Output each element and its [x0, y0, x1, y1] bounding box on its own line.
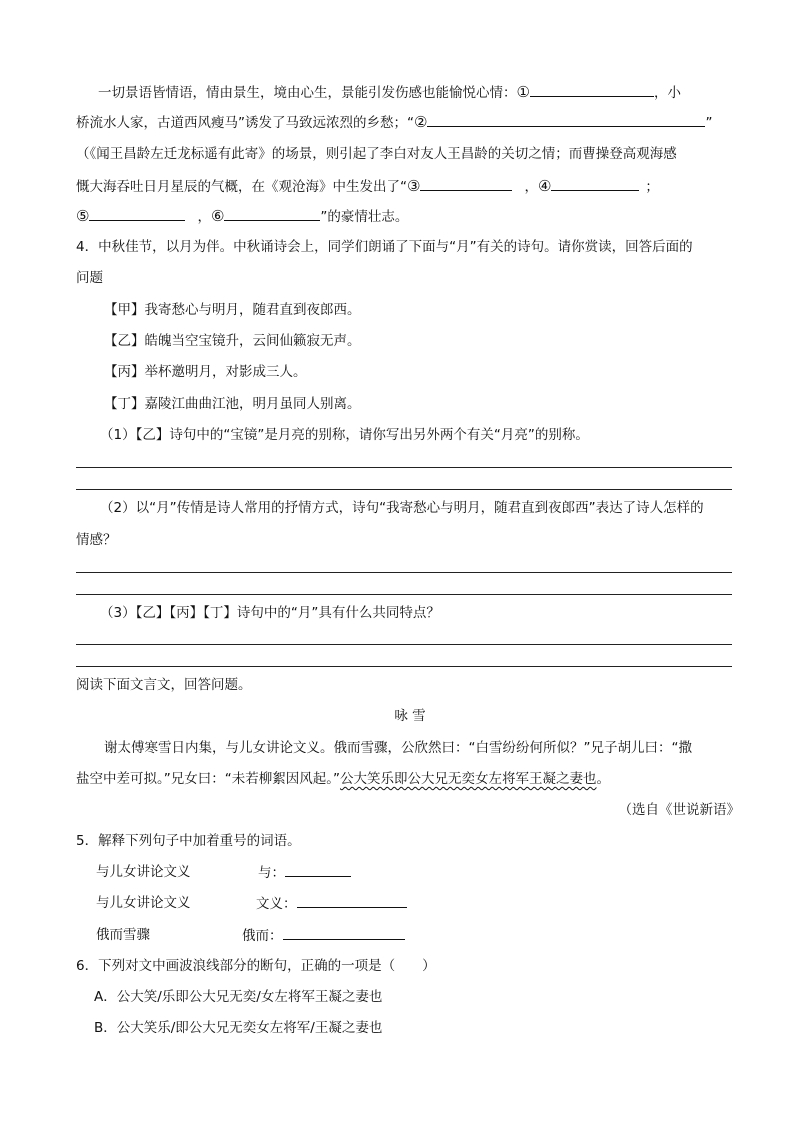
- q3-line-1: 一切景语皆情语，情由景生，境由心生，景能引发伤感也能愉悦心情：① ，小: [98, 83, 681, 101]
- answer-line[interactable]: [76, 572, 732, 573]
- q4-stem-line-1: 4．中秋佳节，以月为伴。中秋诵诗会上，同学们朗诵了下面与“月”有关的诗句。请你赏读，回答后面的: [76, 239, 693, 255]
- q4-sub-3: （3）【乙】【丙】【丁】诗句中的“月”具有什么共同特点？: [100, 605, 440, 621]
- blank-label-1: ①: [516, 83, 530, 101]
- blank-label-5: ⑤: [76, 207, 90, 225]
- blank-label-3: ③: [407, 177, 421, 195]
- q5-answer-2: 文义：: [256, 893, 407, 914]
- q3-line-2: 桥流水人家，古道西风瘦马”诱发了马致远浓烈的乡愁；“② ”: [76, 113, 713, 131]
- q6-option-b[interactable]: B．公大笑乐/即公大兄无奕女左将军/王凝之妻也: [94, 1020, 383, 1036]
- answer-blank-1[interactable]: [530, 82, 654, 97]
- answer-line[interactable]: [76, 489, 732, 490]
- q3-line-3: （《闻王昌龄左迁龙标遥有此寄》的场景，则引起了李白对友人王昌龄的关切之情；而曹操登高观海感: [76, 146, 677, 162]
- answer-blank-5[interactable]: [89, 206, 185, 221]
- q5-sentence-1: 与儿女讲论文义: [96, 864, 191, 880]
- answer-line[interactable]: [76, 644, 732, 645]
- poem-bing: 【丙】举杯邀明月，对影成三人。: [104, 364, 307, 380]
- q4-stem-line-2: 问题: [76, 270, 103, 286]
- blank-label-2: ②: [414, 113, 428, 131]
- blank-label-6: ⑥: [210, 207, 225, 225]
- q3-line-5: ⑤ ，⑥ ”的豪情壮志。: [76, 207, 409, 225]
- answer-line[interactable]: [76, 467, 732, 468]
- passage-source: （选自《世说新语》: [618, 802, 740, 818]
- q3-line-4: 慨大海吞吐日月星辰的气概，在《观沧海》中生发出了“③ ，④ ；: [76, 177, 659, 195]
- blank-label-4: ④: [537, 177, 552, 195]
- q5-sentence-2: 与儿女讲论文义: [96, 895, 191, 911]
- q5-sentence-3: 俄而雪骤: [96, 927, 150, 943]
- answer-line[interactable]: [76, 666, 732, 667]
- answer-blank-6[interactable]: [224, 206, 320, 221]
- poem-ding: 【丁】嘉陵江曲曲江池，明月虽同人别离。: [104, 396, 361, 412]
- q5-blank-3[interactable]: [283, 925, 405, 940]
- answer-blank-3[interactable]: [420, 176, 512, 191]
- q4-sub-2-line-1: （2）以“月”传情是诗人常用的抒情方式，诗句“我寄愁心与明月，随君直到夜郎西”表达了诗人怎样的: [100, 500, 704, 516]
- passage-title: 咏 雪: [394, 708, 426, 724]
- q5-stem: 5．解释下列句子中加着重号的词语。: [76, 833, 301, 849]
- reading-intro: 阅读下面文言文，回答问题。: [76, 677, 252, 693]
- wavy-underlined-sentence: 公大笑乐即公大兄无奕女左将军王凝之妻也: [339, 771, 597, 787]
- q4-sub-1: （1）【乙】诗句中的“宝镜”是月亮的别称，请你写出另外两个有关“月亮”的别称。: [100, 427, 589, 443]
- q4-sub-2-line-2: 情感？: [76, 532, 117, 548]
- q5-answer-1: 与：: [258, 862, 351, 883]
- poem-yi: 【乙】皓魄当空宝镜升，云间仙籁寂无声。: [104, 333, 361, 349]
- q5-blank-2[interactable]: [297, 893, 407, 908]
- q6-option-a[interactable]: A．公大笑/乐即公大兄无奕/女左将军王凝之妻也: [94, 989, 383, 1005]
- passage-line-1: 谢太傅寒雪日内集，与儿女讲论文义。俄而雪骤，公欣然曰：“白雪纷纷何所似？”兄子胡儿曰：“撒: [104, 740, 692, 756]
- q5-answer-3: 俄而：: [242, 925, 405, 946]
- q6-stem: 6．下列对文中画波浪线部分的断句，正确的一项是（ ）: [76, 958, 436, 974]
- passage-line-2: 盐空中差可拟。”兄女曰：“未若柳絮因风起。”公大笑乐即公大兄无奕女左将军王凝之妻也。: [76, 771, 610, 787]
- poem-jia: 【甲】我寄愁心与明月，随君直到夜郎西。: [104, 302, 361, 318]
- answer-blank-2[interactable]: [427, 112, 705, 127]
- answer-line[interactable]: [76, 594, 732, 595]
- q5-blank-1[interactable]: [285, 862, 351, 877]
- answer-blank-4[interactable]: [551, 176, 639, 191]
